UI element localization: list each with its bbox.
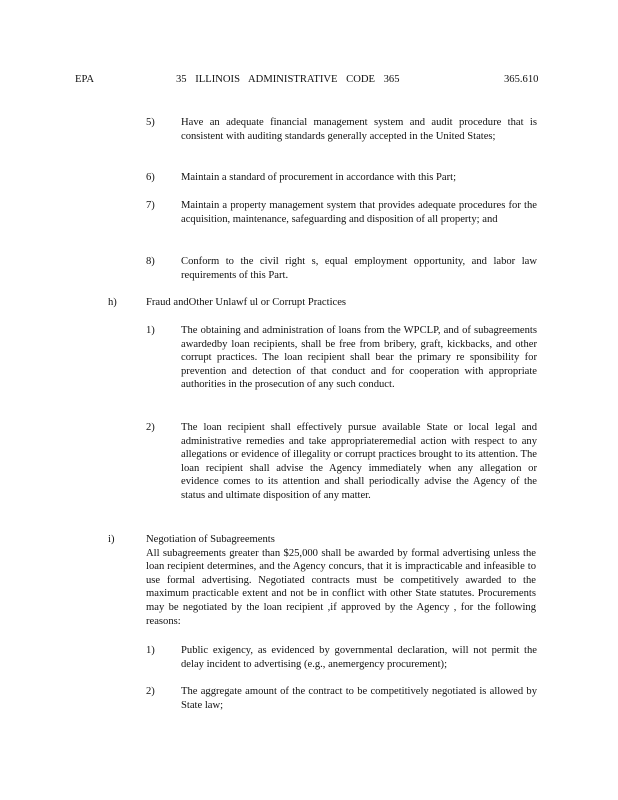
item-text: The obtaining and administration of loans from the WPCLP, and of subagreements awardedby loan recipients, shall be free from bribery, graft, kickbacks, and other corrupt practices. The loan recipient shall bear the primary re sponsibility for prevention and detection of that conduct and for cooperation with appropriate authorities in the prosecution of any such conduct. <box>181 325 537 391</box>
item-marker: 1) <box>146 645 155 656</box>
section-marker: h) <box>108 297 117 308</box>
item-marker: 5) <box>146 117 155 128</box>
section-marker: i) <box>108 534 115 545</box>
section-title: Fraud andOther Unlawf ul or Corrupt Practices <box>146 297 347 308</box>
item-marker: 6) <box>146 172 155 183</box>
item-text: Public exigency, as evidenced by governmental declaration, will not permit the delay incident to advertising (e.g., anemergency procurement); <box>181 645 537 670</box>
header-section-number: 365.610 <box>504 74 539 85</box>
header-code-title: 35 ILLINOIS ADMINISTRATIVE CODE 365 <box>176 74 400 85</box>
item-text: Conform to the civil right s, equal employment opportunity, and labor law requirements of this Part. <box>181 256 537 281</box>
item-text: The aggregate amount of the contract to be competitively negotiated is allowed by State law; <box>181 686 537 711</box>
item-marker: 8) <box>146 256 155 267</box>
header-agency: EPA <box>75 74 95 85</box>
item-marker: 1) <box>146 325 155 336</box>
section-body: All subagreements greater than $25,000 shall be awarded by formal advertising unless the loan recipient determines, and the Agency concurs, that it is impracticable and infeasible to use formal advertising. Negotiated contracts must be competitively awarded to the maximum practicable extent and not be in conflict with other State statutes. Procurements may be negotiated by the loan recipient ,if approved by the Agency , for the following reasons: <box>146 547 536 627</box>
section-title: Negotiation of Subagreements <box>146 534 275 545</box>
item-marker: 2) <box>146 422 155 433</box>
item-text: Have an adequate financial management system and audit procedure that is consistent with auditing standards generally accepted in the United States; <box>181 117 537 142</box>
item-marker: 2) <box>146 686 155 697</box>
item-text: Maintain a standard of procurement in accordance with this Part; <box>181 172 457 183</box>
item-text: Maintain a property management system that provides adequate procedures for the acquisition, maintenance, safeguarding and disposition of all property; and <box>181 200 537 225</box>
section-i-content <box>146 533 536 628</box>
item-marker: 7) <box>146 200 155 211</box>
item-text: The loan recipient shall effectively pursue available State or local legal and administrative remedies and take appropriateremedial action with respect to any allegations or evidence of illegality or corrupt practices brought to its attention. The loan recipient shall advise the Agency immediately when any allegation or evidence comes to its attention and shall periodically advise the Agency of the status and ultimate disposition of any matter. <box>181 422 537 501</box>
